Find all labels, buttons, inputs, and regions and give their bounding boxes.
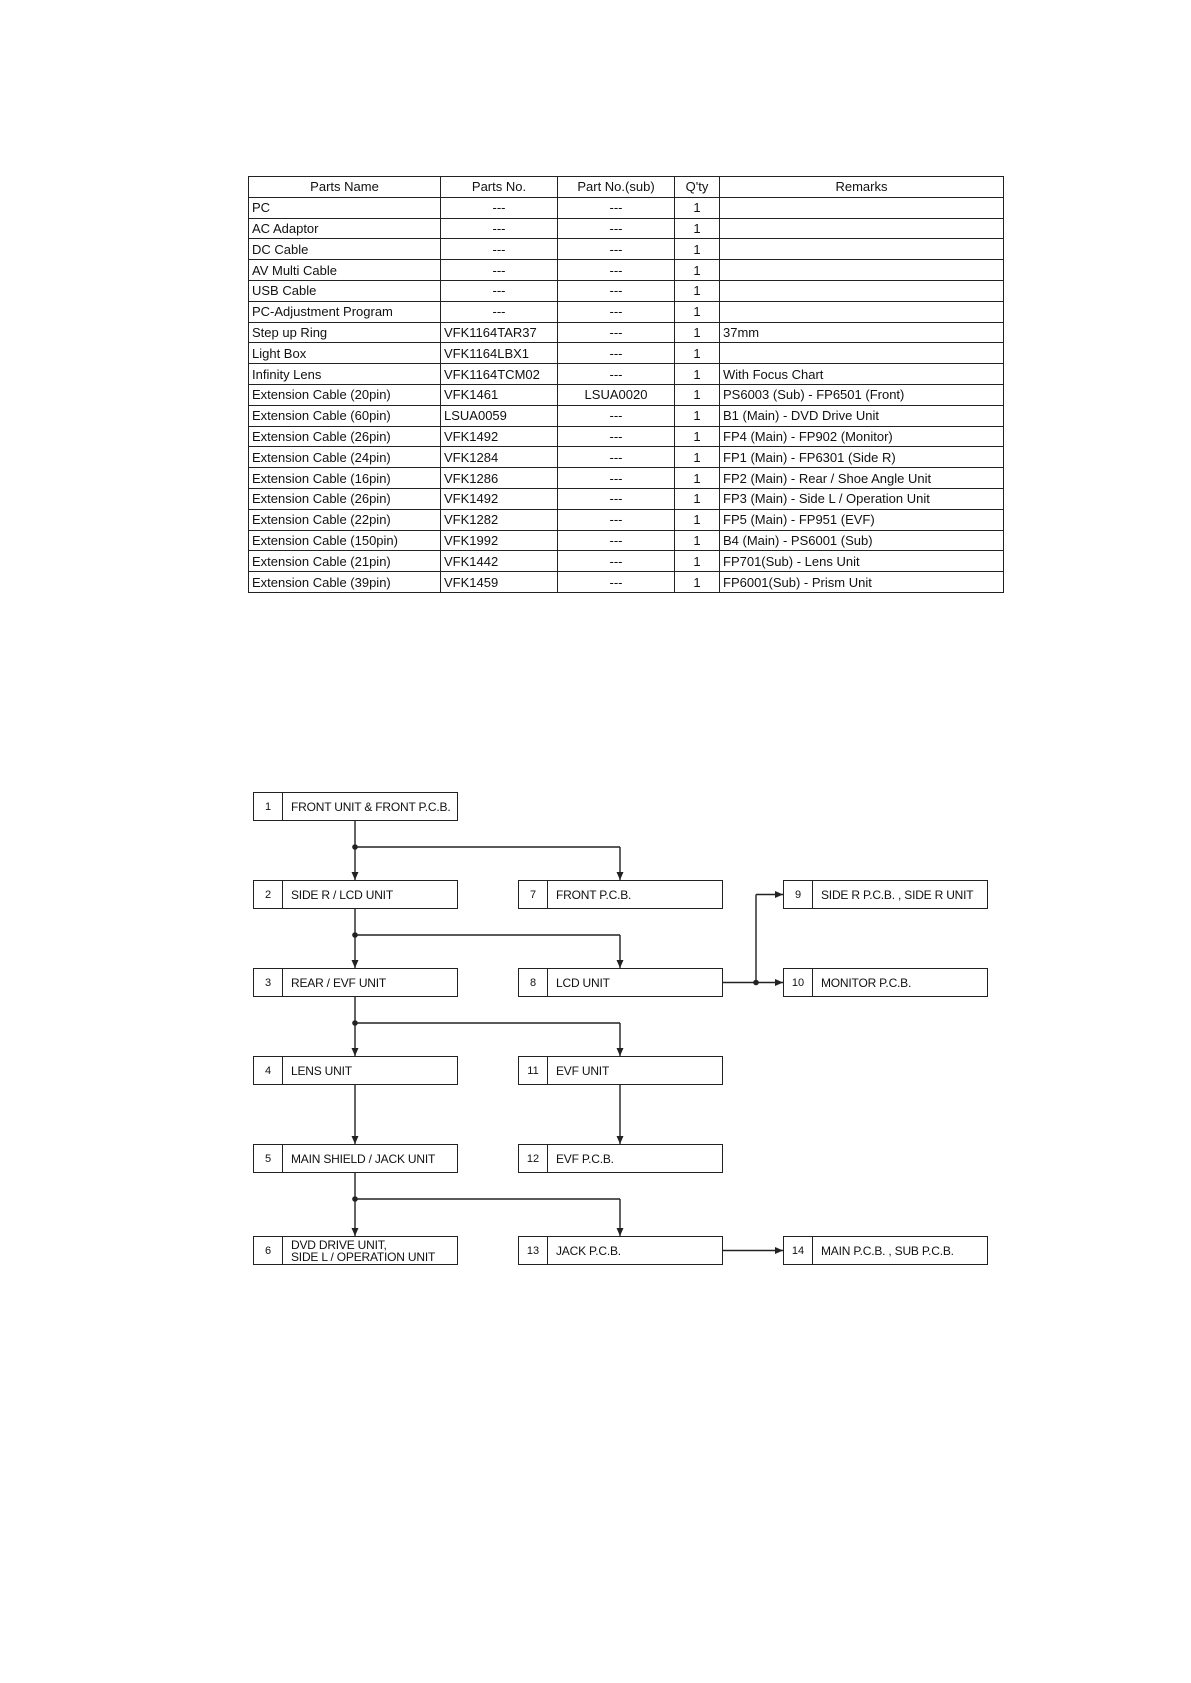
table-row [249,322,1004,343]
flow-step-11 [518,1056,723,1085]
table-cell: --- [558,343,675,364]
step-label: MAIN SHIELD / JACK UNIT [291,1151,436,1166]
table-cell: FP2 (Main) - Rear / Shoe Angle Unit [720,468,1004,489]
step-number: 1 [254,793,283,820]
table-cell: 1 [675,197,720,218]
column-header: Parts Name [249,177,441,198]
table-cell: FP4 (Main) - FP902 (Monitor) [720,426,1004,447]
flow-step-7 [518,880,723,909]
table-cell: Infinity Lens [249,364,441,385]
table-row [249,197,1004,218]
table-cell: Extension Cable (26pin) [249,488,441,509]
table-cell: Extension Cable (21pin) [249,551,441,572]
table-row [249,239,1004,260]
junction-dot [753,980,759,986]
table-cell: --- [558,239,675,260]
arrow-head [352,1048,359,1056]
table-cell: VFK1284 [441,447,558,468]
table-cell [720,280,1004,301]
table-cell: 1 [675,384,720,405]
step-label: MONITOR P.C.B. [821,975,912,990]
step-number: 7 [519,881,548,908]
table-cell: --- [441,218,558,239]
junction-dot [352,1196,358,1202]
table-cell: --- [441,239,558,260]
table-row [249,509,1004,530]
flow-step-1 [253,792,458,821]
table-cell: --- [558,405,675,426]
step-number: 9 [784,881,813,908]
flow-step-12 [518,1144,723,1173]
table-cell: VFK1164LBX1 [441,343,558,364]
arrow-head [775,891,783,898]
table-row [249,301,1004,322]
table-cell: VFK1286 [441,468,558,489]
table-cell: --- [558,551,675,572]
junction-dot [352,844,358,850]
junction-dot [352,1020,358,1026]
step-label: JACK P.C.B. [556,1243,621,1258]
table-row [249,343,1004,364]
table-cell: 1 [675,405,720,426]
table-cell: AC Adaptor [249,218,441,239]
table-row [249,572,1004,593]
table-cell: LSUA0020 [558,384,675,405]
table-cell: --- [441,280,558,301]
table-row [249,530,1004,551]
table-cell: 1 [675,488,720,509]
table-cell: Extension Cable (24pin) [249,447,441,468]
table-cell: AV Multi Cable [249,260,441,281]
table-cell: Extension Cable (16pin) [249,468,441,489]
step-label: SIDE L / OPERATION UNIT [291,1249,436,1264]
arrow-head [617,1048,624,1056]
table-cell: --- [558,301,675,322]
flow-step-13 [518,1236,723,1265]
arrow-head [617,960,624,968]
table-cell: --- [558,364,675,385]
table-cell: 1 [675,239,720,260]
table-cell: B4 (Main) - PS6001 (Sub) [720,530,1004,551]
table-cell: --- [558,197,675,218]
column-header: Remarks [720,177,1004,198]
table-cell: FP6001(Sub) - Prism Unit [720,572,1004,593]
step-label: FRONT P.C.B. [556,887,632,902]
step-label: MAIN P.C.B. , SUB P.C.B. [821,1243,954,1258]
table-cell [720,197,1004,218]
arrow-head [775,1247,783,1254]
table-cell [720,239,1004,260]
table-row [249,551,1004,572]
table-cell: VFK1492 [441,488,558,509]
table-cell: 1 [675,509,720,530]
table-cell: VFK1164TAR37 [441,322,558,343]
table-cell: 1 [675,426,720,447]
arrow-head [352,1228,359,1236]
table-row [249,364,1004,385]
flow-step-5 [253,1144,458,1173]
table-cell: PS6003 (Sub) - FP6501 (Front) [720,384,1004,405]
table-cell [720,260,1004,281]
column-header: Q'ty [675,177,720,198]
table-row [249,426,1004,447]
step-label: SIDE R P.C.B. , SIDE R UNIT [821,887,974,902]
table-cell: DC Cable [249,239,441,260]
table-cell: VFK1442 [441,551,558,572]
arrow-head [352,872,359,880]
table-cell: --- [558,572,675,593]
table-cell: --- [558,322,675,343]
table-cell [720,218,1004,239]
table-cell: 1 [675,322,720,343]
table-cell: VFK1282 [441,509,558,530]
table-cell: Extension Cable (26pin) [249,426,441,447]
arrow-head [352,960,359,968]
table-row [249,218,1004,239]
flow-step-8 [518,968,723,997]
table-cell: LSUA0059 [441,405,558,426]
table-cell: USB Cable [249,280,441,301]
table-header-row [249,177,1004,198]
table-cell: FP1 (Main) - FP6301 (Side R) [720,447,1004,468]
step-label: EVF UNIT [556,1063,610,1078]
step-number: 4 [254,1057,283,1084]
table-cell: --- [558,280,675,301]
flow-step-2 [253,880,458,909]
table-cell: 1 [675,530,720,551]
table-cell: --- [558,488,675,509]
step-label: SIDE R / LCD UNIT [291,887,393,902]
arrow-head [617,872,624,880]
table-cell: --- [441,301,558,322]
table-cell: 1 [675,343,720,364]
table-cell: 1 [675,447,720,468]
table-cell: --- [558,260,675,281]
step-label: FRONT UNIT & FRONT P.C.B. [291,799,451,814]
step-number: 10 [784,969,813,996]
step-label: LENS UNIT [291,1063,352,1078]
step-number: 12 [519,1145,548,1172]
flow-step-9 [783,880,988,909]
table-cell: 1 [675,280,720,301]
table-cell: FP5 (Main) - FP951 (EVF) [720,509,1004,530]
junction-dot [352,932,358,938]
flow-step-6 [253,1236,458,1265]
arrow-head [617,1136,624,1144]
table-cell: 1 [675,218,720,239]
table-cell: Extension Cable (22pin) [249,509,441,530]
table-cell: B1 (Main) - DVD Drive Unit [720,405,1004,426]
arrow-head [352,1136,359,1144]
table-row [249,447,1004,468]
table-cell: VFK1492 [441,426,558,447]
table-cell [720,343,1004,364]
table-cell: Light Box [249,343,441,364]
table-cell: VFK1459 [441,572,558,593]
table-cell: Step up Ring [249,322,441,343]
table-cell: --- [558,426,675,447]
table-cell: 37mm [720,322,1004,343]
step-number: 5 [254,1145,283,1172]
table-cell: PC-Adjustment Program [249,301,441,322]
parts-table [248,176,1004,593]
arrow-head [775,979,783,986]
table-cell: Extension Cable (39pin) [249,572,441,593]
flow-step-3 [253,968,458,997]
table-row [249,488,1004,509]
table-cell: 1 [675,468,720,489]
column-header: Parts No. [441,177,558,198]
flow-step-4 [253,1056,458,1085]
step-label: REAR / EVF UNIT [291,975,387,990]
table-cell: PC [249,197,441,218]
step-label: LCD UNIT [556,975,610,990]
table-cell: 1 [675,260,720,281]
step-label: EVF P.C.B. [556,1151,614,1166]
table-cell: 1 [675,572,720,593]
table-cell: With Focus Chart [720,364,1004,385]
table-cell: --- [558,447,675,468]
table-row [249,280,1004,301]
table-cell [720,301,1004,322]
table-row [249,384,1004,405]
table-cell: 1 [675,301,720,322]
table-cell: Extension Cable (60pin) [249,405,441,426]
arrow-head [617,1228,624,1236]
flow-step-10 [783,968,988,997]
table-cell: Extension Cable (150pin) [249,530,441,551]
table-row [249,405,1004,426]
step-number: 8 [519,969,548,996]
table-cell: --- [558,218,675,239]
table-cell: 1 [675,551,720,572]
step-number: 13 [519,1237,548,1264]
table-cell: VFK1461 [441,384,558,405]
table-cell: VFK1164TCM02 [441,364,558,385]
table-row [249,468,1004,489]
step-label: DVD DRIVE UNIT, [291,1237,387,1252]
table-cell: FP3 (Main) - Side L / Operation Unit [720,488,1004,509]
table-cell: --- [558,468,675,489]
table-body [249,197,1004,592]
step-number: 14 [784,1237,813,1264]
flow-step-14 [783,1236,988,1265]
table-cell: --- [441,260,558,281]
table-cell: 1 [675,364,720,385]
step-number: 11 [519,1057,548,1084]
column-header: Part No.(sub) [558,177,675,198]
step-number: 6 [254,1237,283,1264]
table-cell: --- [558,509,675,530]
step-number: 2 [254,881,283,908]
step-number: 3 [254,969,283,996]
table-cell: Extension Cable (20pin) [249,384,441,405]
table-cell: FP701(Sub) - Lens Unit [720,551,1004,572]
table-cell: VFK1992 [441,530,558,551]
table-row [249,260,1004,281]
table-cell: --- [558,530,675,551]
table-cell: --- [441,197,558,218]
